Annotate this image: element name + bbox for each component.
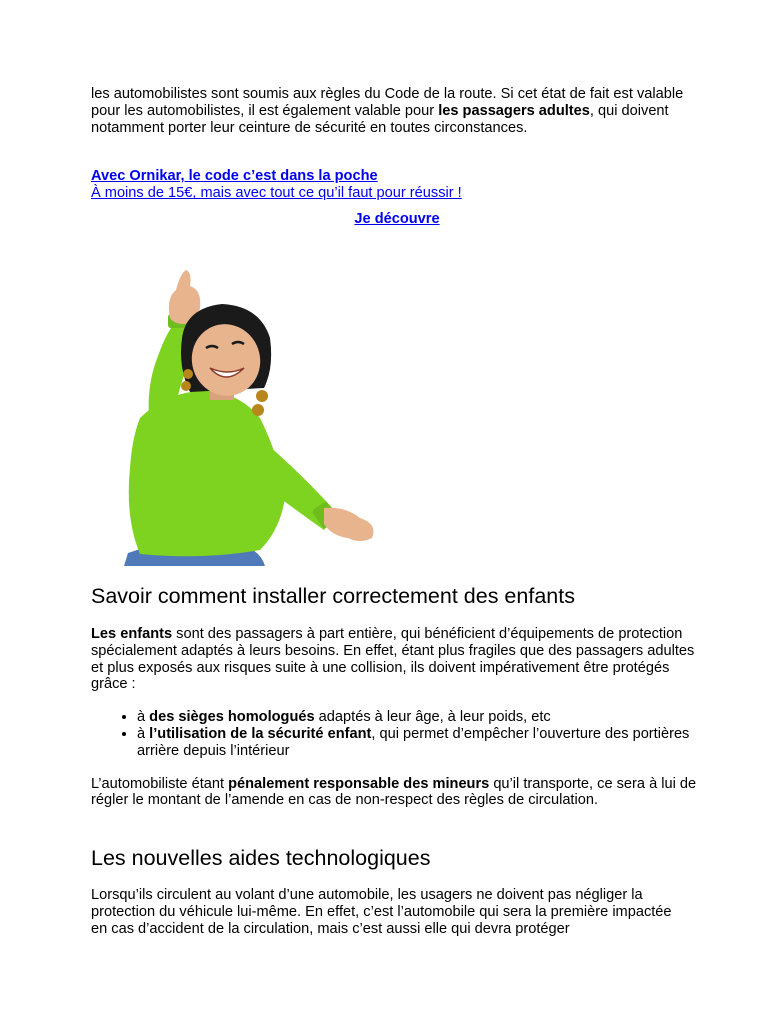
enfants-paragraph (91, 626, 703, 693)
hero-image (110, 268, 385, 566)
cta-wrap (91, 210, 703, 228)
list-item-text: adaptés à leur âge, à leur poids, etc (314, 709, 551, 726)
list-item-bold: des sièges homologués (149, 709, 315, 726)
promo-subtitle-link[interactable]: À moins de 15€, mais avec tout ce qu’il faut pour réussir ! (91, 185, 462, 202)
resp-text-1: L’automobiliste étant (91, 775, 229, 792)
list-item-prefix: à (137, 725, 150, 742)
enfants-bold: Les enfants (91, 626, 173, 642)
list-item-text: , qui permet d’empêcher l’ouverture des portières arrière depuis l’intérieur (137, 725, 690, 759)
intro-bold: les passagers adultes (438, 102, 590, 119)
heading-aides-technologiques: Les nouvelles aides technologiques (91, 846, 431, 870)
document-body (91, 86, 703, 228)
section-installer-enfants (91, 626, 703, 809)
woman-pointing-up-illustration (110, 268, 385, 566)
aides-paragraph: Lorsqu’ils circulent au volant d’une automobile, les usagers ne doivent pas négliger la protection du véhicule lui-même. En effet, c’est l’automobile qui sera la première impactée en cas d’accident de la circulation, mais c’est aussi elle qui devra protéger (91, 887, 672, 937)
intro-text-2: , qui doivent notamment porter leur ceinture de sécurité en toutes circonstances. (91, 102, 669, 136)
section-aides-technologiques (91, 887, 691, 937)
list-item (137, 709, 703, 726)
list-item (137, 726, 703, 760)
equipements-list (91, 709, 703, 759)
enfants-text: sont des passagers à part entière, qui bénéficient d’équipements de protection spécialement adaptés à leurs besoins. En effet, étant plus fragiles que des passagers adultes et plus exposés aux risques suite à une collision, ils doivent impérativement être protégés grâce : (91, 626, 695, 693)
je-decouvre-link[interactable]: Je découvre (354, 211, 440, 228)
intro-text-1: les automobilistes sont soumis aux règles du Code de la route. Si cet état de fait est valable pour les automobilistes, il est également valable pour (91, 86, 684, 119)
resp-bold: pénalement responsable des mineurs (228, 775, 490, 792)
intro-paragraph (91, 86, 703, 136)
promo-title-link[interactable]: Avec Ornikar, le code c’est dans la poche (91, 168, 378, 185)
promo-block (91, 168, 703, 228)
list-item-bold: l’utilisation de la sécurité enfant (149, 725, 372, 742)
responsabilite-paragraph (91, 776, 703, 810)
resp-text-2: qu’il transporte, ce sera à lui de régler le montant de l’amende en cas de non-respect des règles de circulation. (91, 775, 697, 809)
heading-installer-enfants: Savoir comment installer correctement des enfants (91, 584, 575, 608)
list-item-prefix: à (137, 709, 150, 726)
